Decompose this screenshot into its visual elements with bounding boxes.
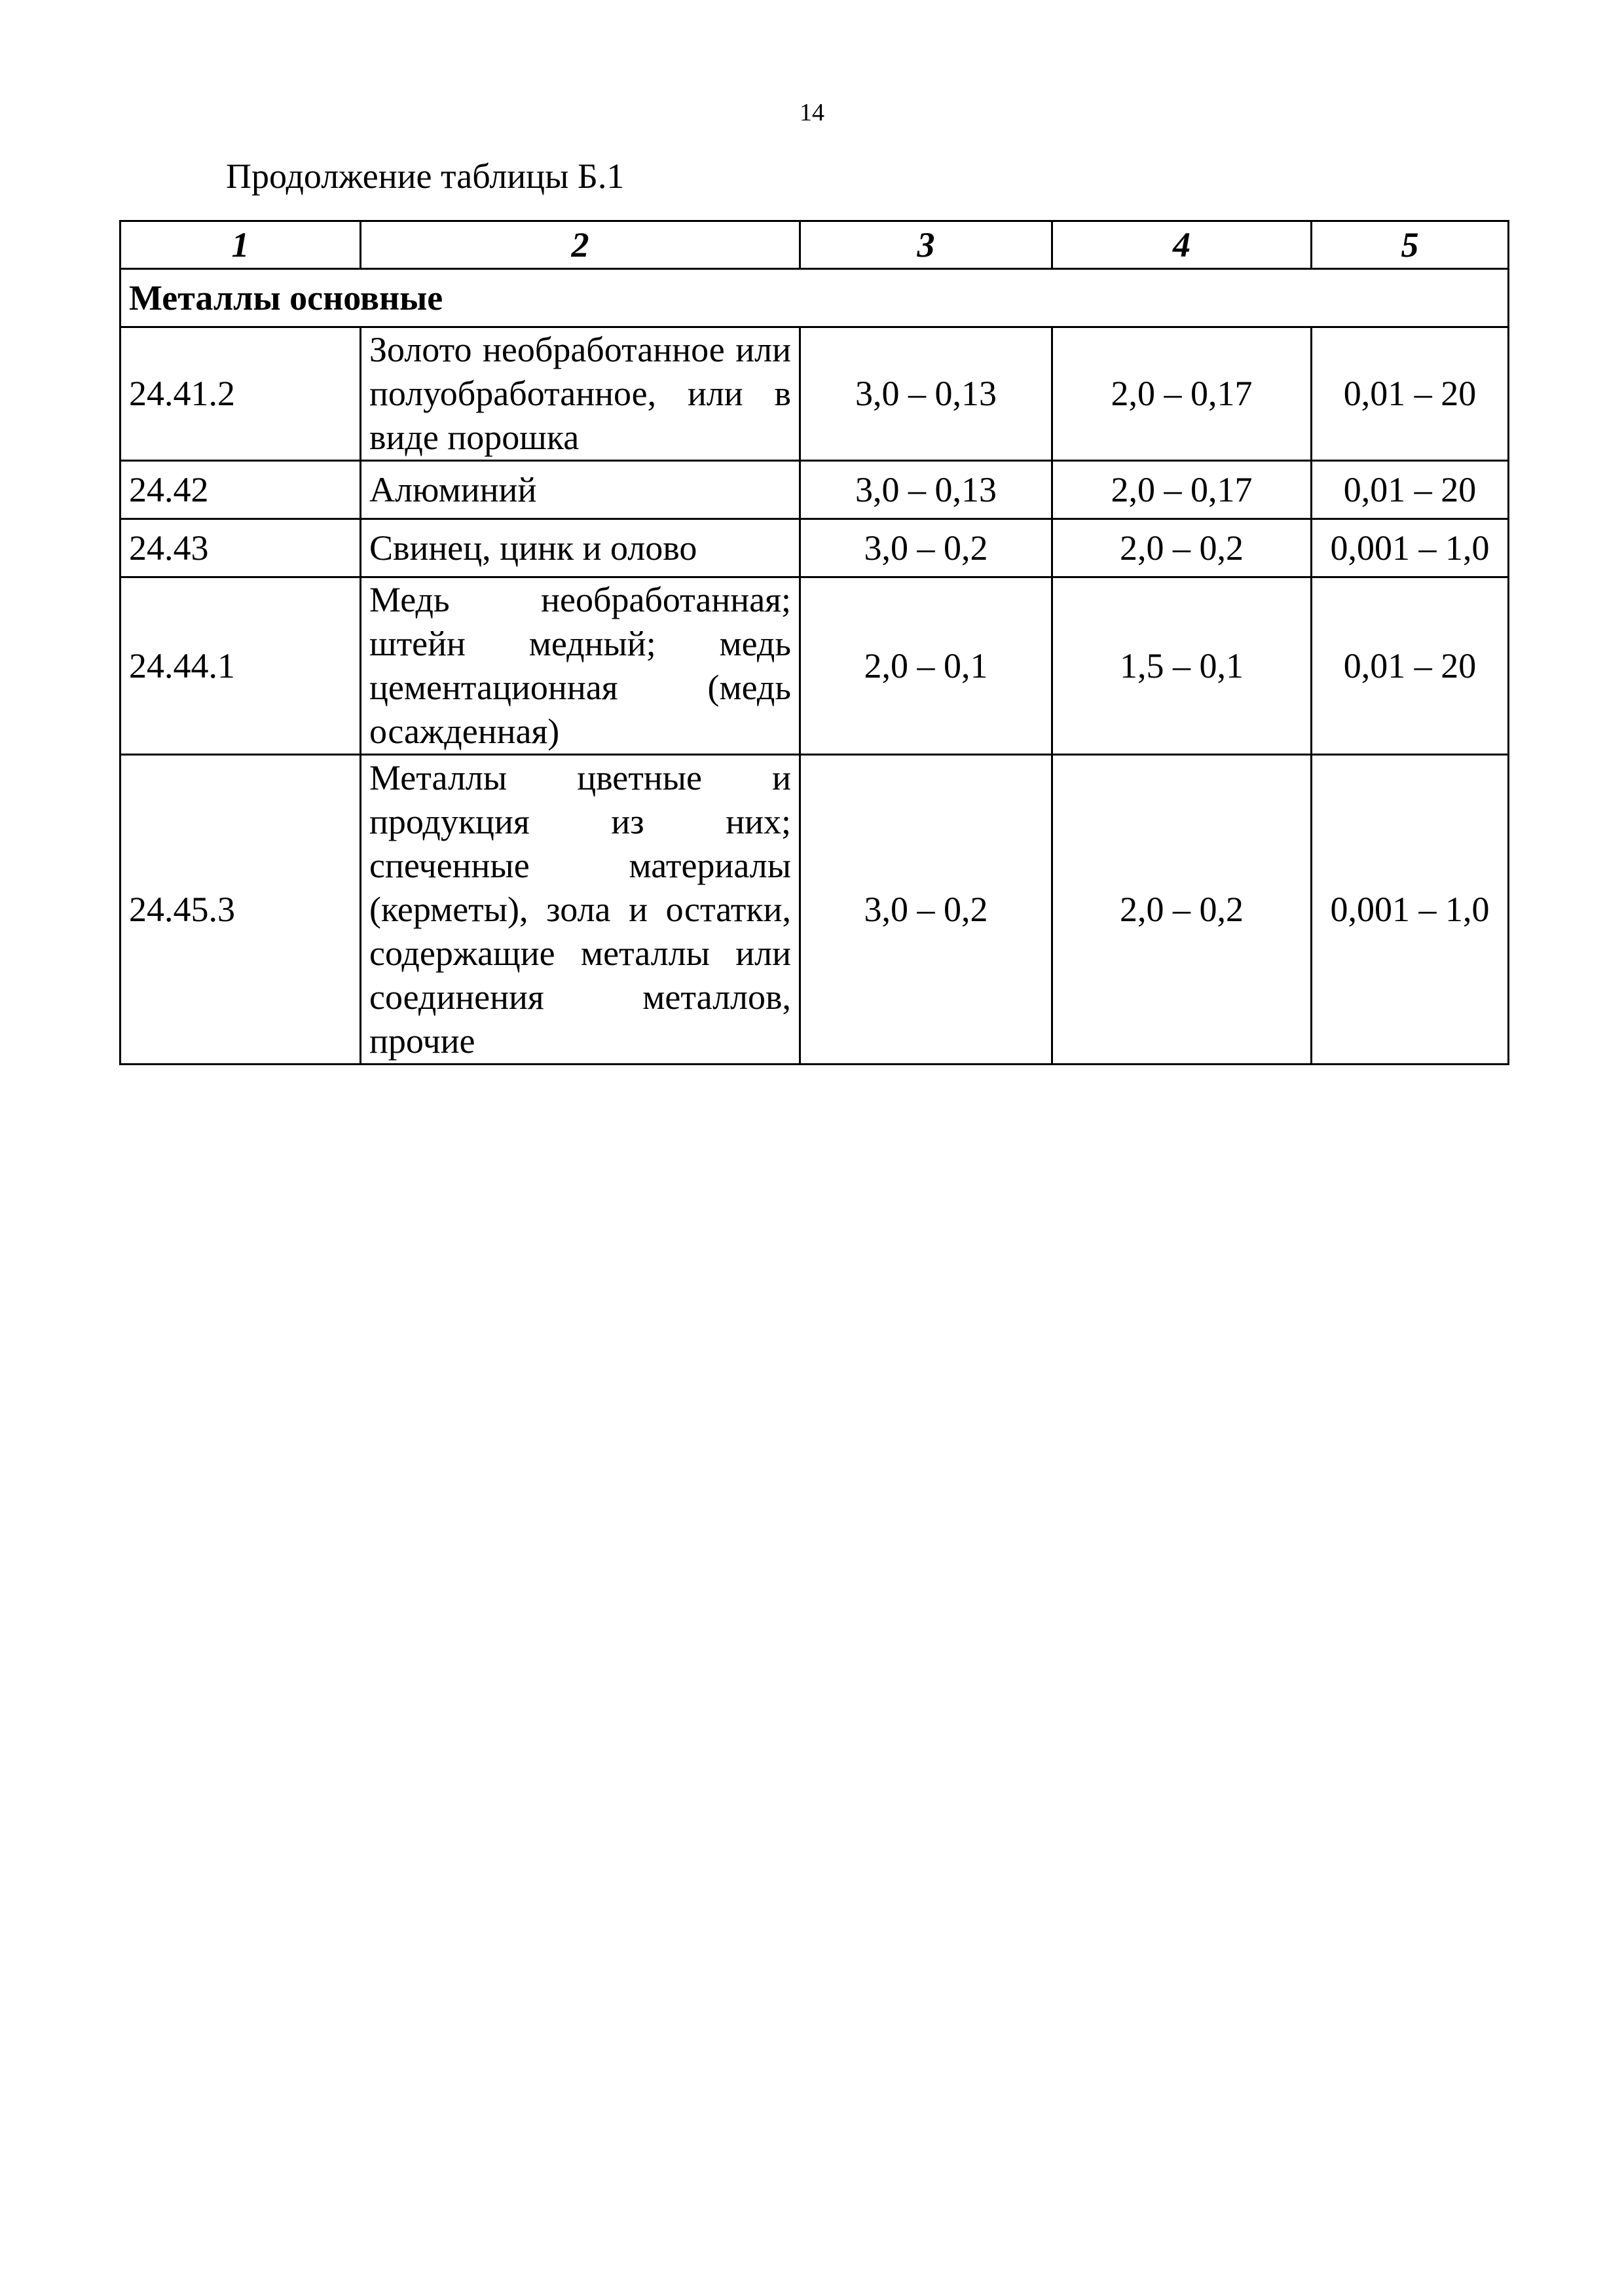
value-cell-3: 3,0 – 0,2 <box>800 755 1052 1065</box>
value-cell-5: 0,001 – 1,0 <box>1312 755 1509 1065</box>
name-cell: Алюминий <box>361 461 800 519</box>
table-caption: Продолжение таблицы Б.1 <box>226 156 625 196</box>
name-cell: Металлы цветные и продукция из них; спеченные материалы (керметы), зола и остатки, содержащие металлы или соединения металлов, прочие <box>361 755 800 1065</box>
value-cell-4: 2,0 – 0,2 <box>1052 755 1312 1065</box>
value-cell-5: 0,01 – 20 <box>1312 327 1509 461</box>
page-number: 14 <box>800 99 824 126</box>
value-cell-3: 3,0 – 0,13 <box>800 327 1052 461</box>
value-cell-5: 0,01 – 20 <box>1312 577 1509 755</box>
value-cell-3: 3,0 – 0,2 <box>800 519 1052 577</box>
value-cell-5: 0,01 – 20 <box>1312 461 1509 519</box>
value-cell-3: 3,0 – 0,13 <box>800 461 1052 519</box>
table-row <box>120 461 1509 519</box>
header-cell-4: 4 <box>1052 221 1312 269</box>
table-row <box>120 755 1509 1065</box>
name-cell: Медь необработанная; штейн медный; медь цементационная (медь осажденная) <box>361 577 800 755</box>
value-cell-4: 2,0 – 0,2 <box>1052 519 1312 577</box>
value-cell-4: 2,0 – 0,17 <box>1052 461 1312 519</box>
table-row <box>120 577 1509 755</box>
value-cell-5: 0,001 – 1,0 <box>1312 519 1509 577</box>
header-cell-3: 3 <box>800 221 1052 269</box>
value-cell-3: 2,0 – 0,1 <box>800 577 1052 755</box>
table-row <box>120 327 1509 461</box>
header-cell-1: 1 <box>120 221 361 269</box>
value-cell-4: 2,0 – 0,17 <box>1052 327 1312 461</box>
code-cell: 24.45.3 <box>120 755 361 1065</box>
data-table <box>119 220 1509 1065</box>
header-cell-2: 2 <box>361 221 800 269</box>
code-cell: 24.41.2 <box>120 327 361 461</box>
section-row <box>120 269 1509 327</box>
code-cell: 24.44.1 <box>120 577 361 755</box>
table-row <box>120 519 1509 577</box>
value-cell-4: 1,5 – 0,1 <box>1052 577 1312 755</box>
name-cell: Свинец, цинк и олово <box>361 519 800 577</box>
table-header-row <box>120 221 1509 269</box>
header-cell-5: 5 <box>1312 221 1509 269</box>
code-cell: 24.42 <box>120 461 361 519</box>
section-title: Металлы основные <box>120 269 1509 327</box>
code-cell: 24.43 <box>120 519 361 577</box>
name-cell: Золото необработанное или полуобработанное, или в виде порошка <box>361 327 800 461</box>
